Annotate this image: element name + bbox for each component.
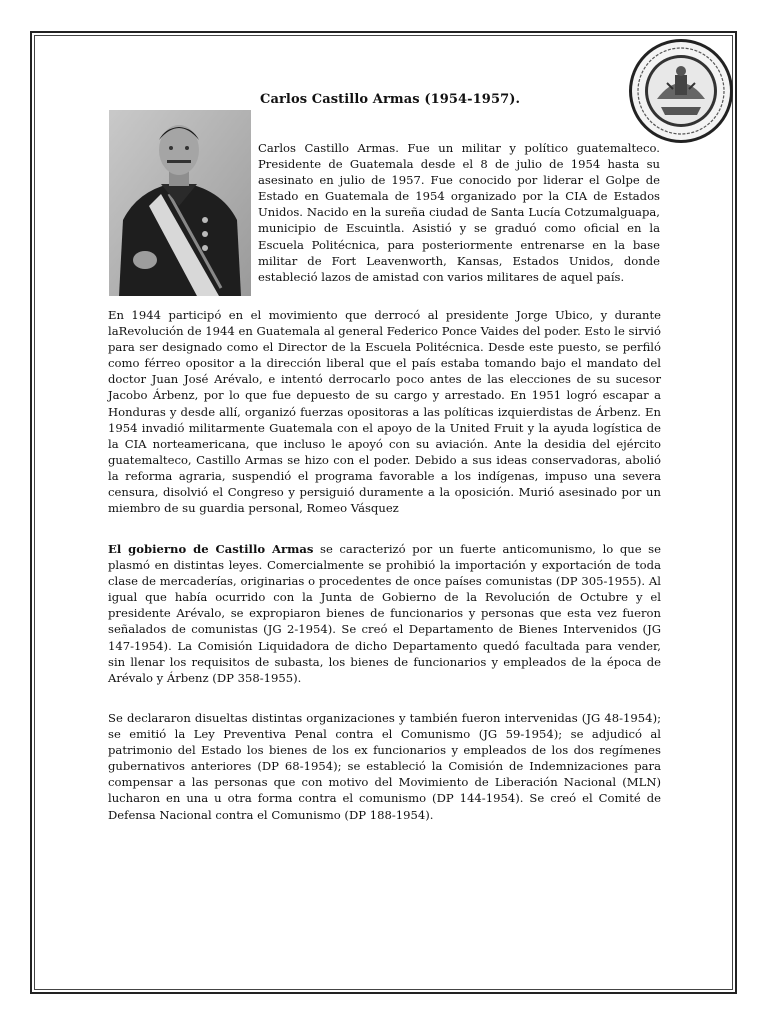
intro-paragraph: Carlos Castillo Armas. Fue un militar y político guatemalteco. Presidente de Guatemala desde el 8 de julio de 1954 hasta su asesinato en julio de 1957. Fue conocido por liderar el Golpe de Estado en Guatemala de 1954 organizado por la CIA de Estados Unidos. Nacido en la sureña ciudad de Santa Lucía Cotzumalguapa, municipio de Escuintla. Asistió y se graduó como oficial en la Escuela Politécnica, para posteriormente entrenarse en la base militar de Fort Leavenworth, Kansas, Estados Unidos, donde estableció lazos de amistad con varios militares de aquel país. <box>258 141 660 284</box>
government-paragraph-body: se caracterizó por un fuerte anticomunismo, lo que se plasmó en distintas leyes. Comercialmente se prohibió la importación y exportación de toda clase de mercaderías, originarias o procedentes de once países comunistas (DP 305-1955). Al igual que había ocurrido con la Junta de Gobierno de la Revolución de Octubre y el presidente Arévalo, se expropiaron bienes de funcionarios y personas que esta vez fueron señalados de comunistas (JG 2-1954). Se creó el Departamento de Bienes Intervenidos (JG 147-1954). La Comisión Liquidadora de dicho Departamento quedó facultada para vender, sin llenar los requisitos de subasta, los bienes de funcionarios y empleados de la época de Arévalo y Árbenz (DP 358-1955). <box>108 542 661 685</box>
government-paragraph <box>108 541 661 686</box>
page-title: Carlos Castillo Armas (1954-1957). <box>260 92 521 107</box>
laws-paragraph: Se declararon disueltas distintas organizaciones y también fueron intervenidas (JG 48-1954); se emitió la Ley Preventiva Penal contra el Comunismo (JG 59-1954); se adjudicó al patrimonio del Estado los bienes de los ex funcionarios y empleados de los dos regímenes gubernativos anteriores (DP 68-1954); se estableció la Comisión de Indemnizaciones para compensar a las personas que con motivo del Movimiento de Liberación Nacional (MLN) lucharon en una u otra forma contra el comunismo (DP 144-1954). Se creó el Comité de Defensa Nacional contra el Comunismo (DP 188-1954). <box>108 711 661 822</box>
portrait-photo <box>109 110 251 296</box>
government-paragraph-lead: El gobierno de Castillo Armas <box>108 542 314 556</box>
university-seal <box>627 37 735 145</box>
history-paragraph: En 1944 participó en el movimiento que derrocó al presidente Jorge Ubico, y durante laRevolución de 1944 en Guatemala al general Federico Ponce Vaides del poder. Esto le sirvió para ser designado como el Director de la Escuela Politécnica. Desde este puesto, se perfiló como férreo opositor a la dirección liberal que el país estaba tomando bajo el mandato del doctor Juan José Arévalo, e intentó derrocarlo poco antes de las elecciones de su sucesor Jacobo Árbenz, por lo que fue depuesto de su cargo y arrestado. En 1951 logró escapar a Honduras y desde allí, organizó fuerzas opositoras a las políticas izquierdistas de Árbenz. En 1954 invadió militarmente Guatemala con el apoyo de la United Fruit y la ayuda logística de la CIA norteamericana, que incluso le apoyó con su aviación. Ante la desidia del ejército guatemalteco, Castillo Armas se hizo con el poder. Debido a sus ideas conservadoras, abolió la reforma agraria, suspendió el programa favorable a los indígenas, impuso una severa censura, disolvió el Congreso y persiguió duramente a la oposición. Murió asesinado por un miembro de su guardia personal, Romeo Vásquez <box>108 308 661 516</box>
